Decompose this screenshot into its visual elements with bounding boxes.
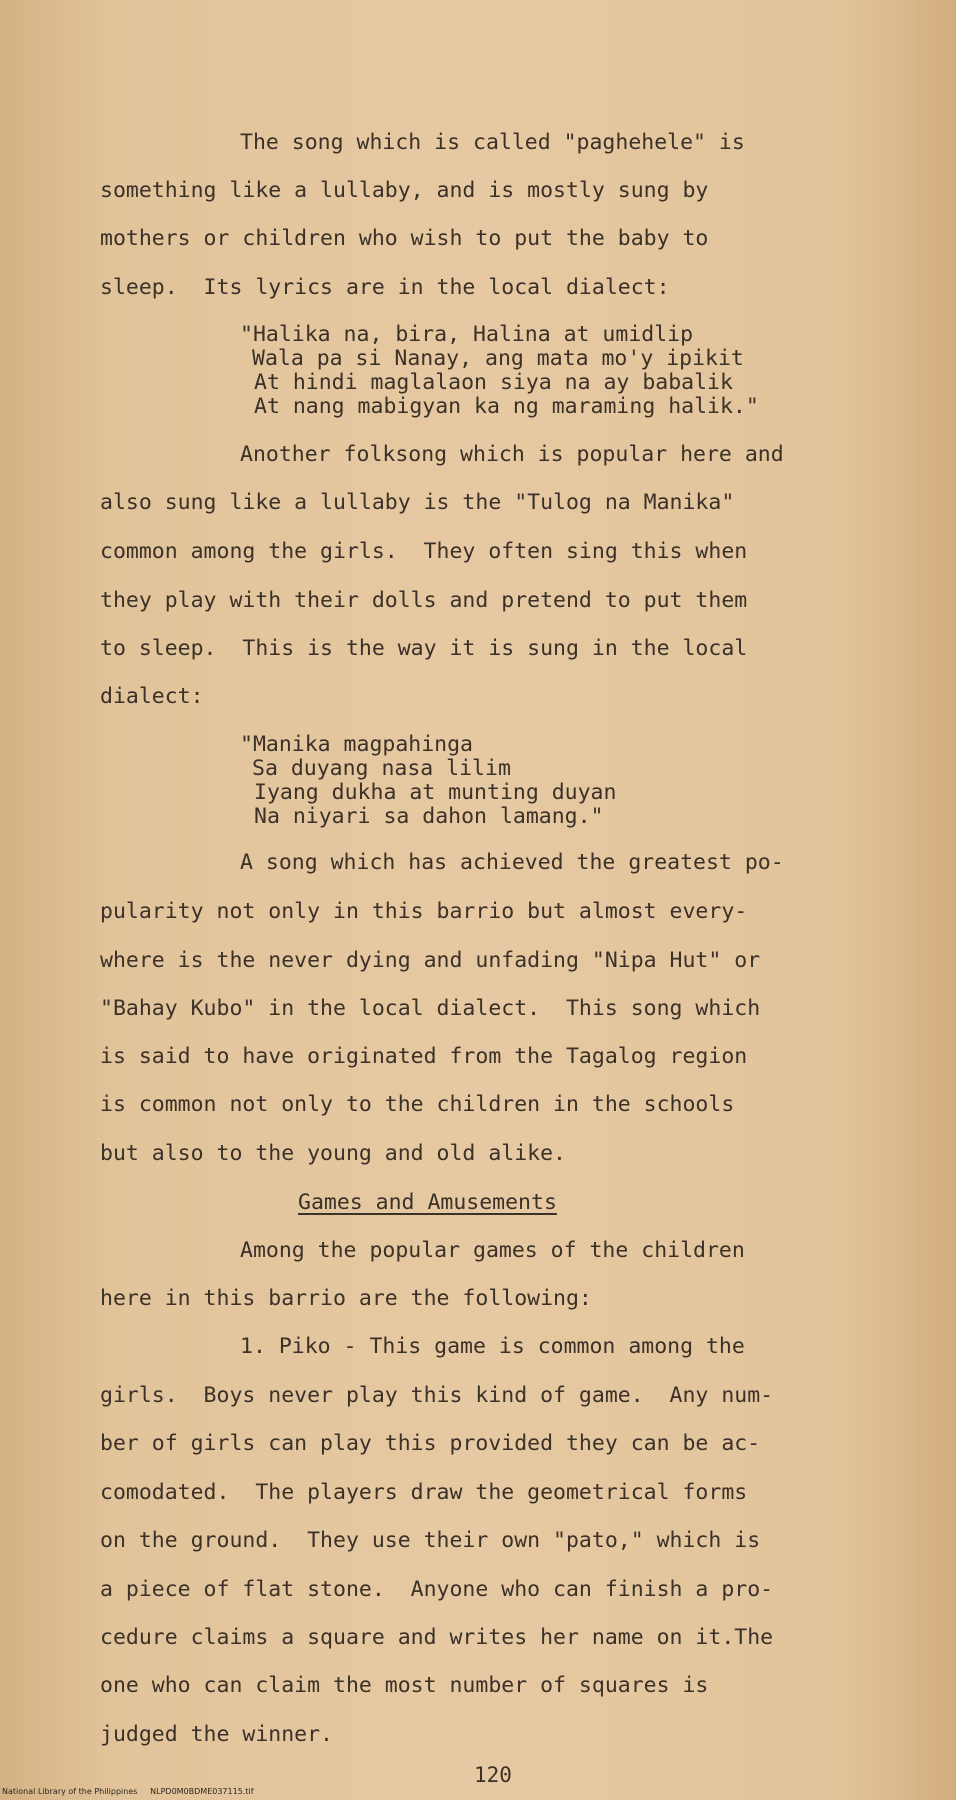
text-line: a piece of flat stone. Anyone who can finish a pro- [100,1577,774,1602]
text-line: 1. Piko - This game is common among the [240,1334,745,1359]
lyric-line: At nang mabigyan ka ng maraming halik." [254,394,759,419]
section-heading: Games and Amusements [298,1190,557,1215]
text-line: something like a lullaby, and is mostly sung by [100,178,709,203]
text-line: ber of girls can play this provided they can be ac- [100,1431,761,1456]
text-line: but also to the young and old alike. [100,1141,566,1166]
text-line: Another folksong which is popular here and [240,442,784,467]
lyric-line: At hindi maglalaon siya na ay babalik [254,370,733,395]
lyric-line: Iyang dukha at munting duyan [254,780,617,805]
page-number: 120 [474,1763,512,1787]
text-line: mothers or children who wish to put the baby to [100,226,709,251]
text-line: also sung like a lullaby is the "Tulog na Manika" [100,490,735,515]
text-line: A song which has achieved the greatest po- [240,850,784,875]
text-line: pularity not only in this barrio but almost every- [100,899,748,924]
lyric-line: "Halika na, bira, Halina at umidlip [240,322,694,347]
scan-footer: National Library of the Philippines NLPD0M0BDME037115.tif [2,1787,254,1796]
lyric-line: Na niyari sa dahon lamang." [254,804,604,829]
text-line: The song which is called "paghehele" is [240,130,745,155]
text-line: here in this barrio are the following: [100,1286,592,1311]
text-line: on the ground. They use their own "pato," which is [100,1528,761,1553]
text-line: comodated. The players draw the geometrical forms [100,1480,748,1505]
text-line: to sleep. This is the way it is sung in the local [100,636,748,661]
text-line: girls. Boys never play this kind of game. Any num- [100,1383,774,1408]
text-line: "Bahay Kubo" in the local dialect. This song which [100,996,761,1021]
lyric-line: "Manika magpahinga [240,732,473,757]
text-line: is common not only to the children in the schools [100,1092,735,1117]
text-line: sleep. Its lyrics are in the local dialect: [100,275,670,300]
text-line: is said to have originated from the Tagalog region [100,1044,748,1069]
text-line: they play with their dolls and pretend to put them [100,588,748,613]
text-line: common among the girls. They often sing this when [100,539,748,564]
text-line: cedure claims a square and writes her name on it.The [100,1625,774,1650]
lyric-line: Sa duyang nasa lilim [252,756,511,781]
text-line: where is the never dying and unfading "Nipa Hut" or [100,948,761,973]
text-line: judged the winner. [100,1722,333,1747]
text-line: Among the popular games of the children [240,1238,745,1263]
lyric-line: Wala pa si Nanay, ang mata mo'y ipikit [252,346,744,371]
text-line: one who can claim the most number of squares is [100,1673,709,1698]
text-line: dialect: [100,684,204,709]
